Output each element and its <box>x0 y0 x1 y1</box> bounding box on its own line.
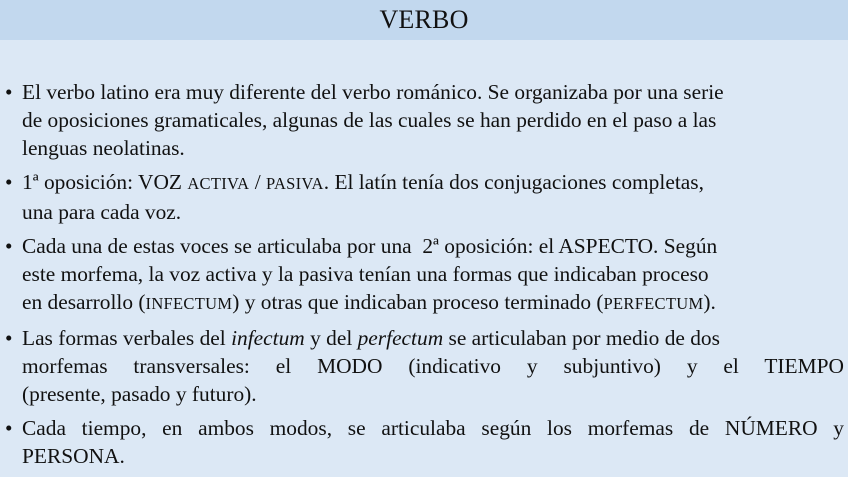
bullet-3-line-3 <box>22 288 844 318</box>
bullet-dot-icon: • <box>5 326 13 350</box>
text-run: en desarrollo ( <box>22 290 146 314</box>
small-caps-term-activa: ACTIVA <box>187 174 250 193</box>
text-run: ) y otras que indicaban proceso terminado ( <box>232 290 604 314</box>
bullet-dot-icon: • <box>5 416 13 440</box>
bullet-5-line-2: PERSONA. <box>22 444 125 468</box>
bullet-2-line-2: una para cada voz. <box>22 200 182 224</box>
bullet-dot-icon: • <box>5 170 13 194</box>
bullet-4-line-2: morfemas transversales: el MODO (indicativo y subjuntivo) y el TIEMPO <box>22 354 844 378</box>
text-run: ). <box>703 290 716 314</box>
bullet-2-line-1 <box>22 168 844 198</box>
text-run: y del <box>304 326 358 350</box>
text-run: / <box>249 170 266 194</box>
bullet-item-5 <box>0 414 848 470</box>
small-caps-term-infectum: INFECTUM <box>145 294 233 313</box>
bullet-5-line-1: Cada tiempo, en ambos modos, se articulaba según los morfemas de NÚMERO y <box>22 416 844 440</box>
italic-term-perfectum: perfectum <box>357 326 444 350</box>
title-bar <box>0 0 848 40</box>
bullet-1-line-1: El verbo latino era muy diferente del verbo románico. Se organizaba por una serie <box>22 80 724 104</box>
bullet-list <box>0 78 848 476</box>
bullet-item-2 <box>0 168 848 226</box>
text-run: se articulaban por medio de dos <box>443 326 720 350</box>
small-caps-term-pasiva: PASIVA <box>265 174 324 193</box>
bullet-4-line-1 <box>22 324 844 352</box>
small-caps-term-perfectum: PERFECTUM <box>603 294 704 313</box>
bullet-dot-icon: • <box>5 234 13 258</box>
text-run: 1ª oposición: VOZ <box>22 170 188 194</box>
bullet-item-4 <box>0 324 848 408</box>
italic-term-infectum: infectum <box>231 326 305 350</box>
bullet-1-line-2: de oposiciones gramaticales, algunas de las cuales se han perdido en el paso a las <box>22 108 717 132</box>
text-run: . El latín tenía dos conjugaciones completas, <box>323 170 704 194</box>
text-run: Las formas verbales del <box>22 326 232 350</box>
bullet-item-1 <box>0 78 848 162</box>
bullet-dot-icon: • <box>5 80 13 104</box>
bullet-item-3 <box>0 232 848 318</box>
slide-title: VERBO <box>379 5 469 34</box>
bullet-1-line-3: lenguas neolatinas. <box>22 136 185 160</box>
bullet-3-line-1: Cada una de estas voces se articulaba por una 2ª oposición: el ASPECTO. Según <box>22 234 718 258</box>
bullet-3-line-2: este morfema, la voz activa y la pasiva tenían una formas que indicaban proceso <box>22 262 709 286</box>
bullet-4-line-3: (presente, pasado y futuro). <box>22 382 257 406</box>
